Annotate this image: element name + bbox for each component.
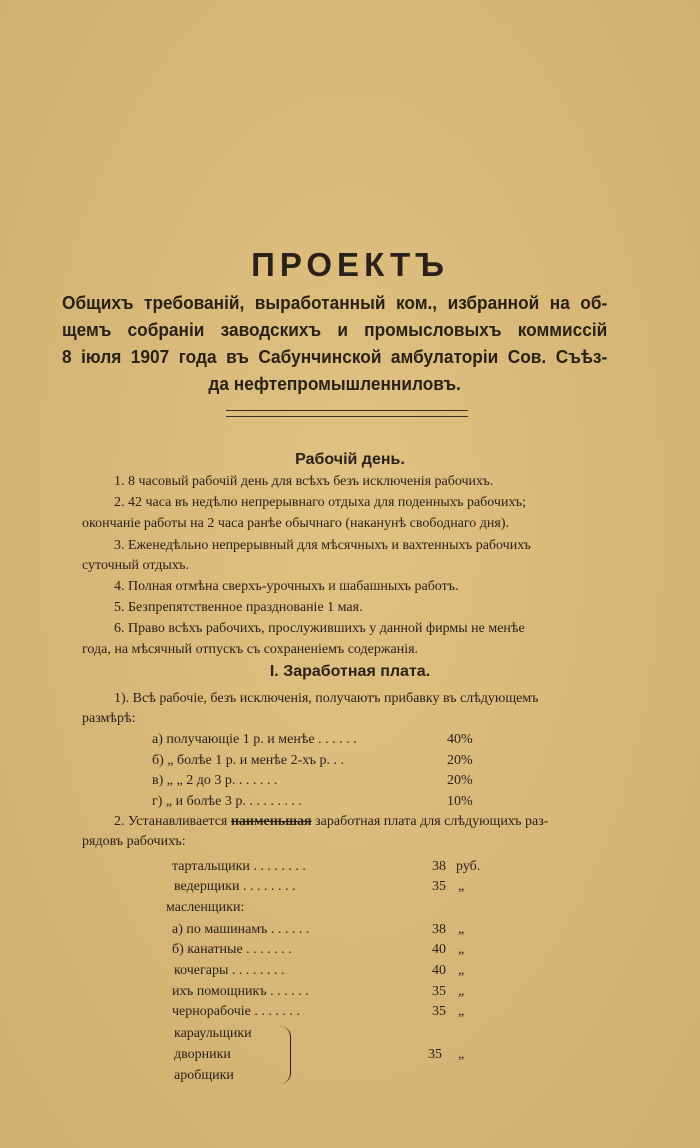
- raise-row-value: 20%: [447, 753, 473, 768]
- subtitle-line: 8 iюля 1907 года въ Сабунчинской амбулаторiи Сов. Съѣз-: [62, 347, 608, 367]
- wage-row-value: 38: [432, 859, 446, 874]
- wage-row-value: 35: [432, 984, 446, 999]
- group-item: аробщики: [174, 1068, 234, 1083]
- wages-para2-text-c: заработная плата для слѣдующихъ раз-: [315, 814, 549, 829]
- wage-row-unit: руб.: [456, 859, 481, 874]
- group-item: караульщики: [174, 1026, 252, 1041]
- workday-item-3: 3. Еженедѣльно непрерывный для мѣсячныхъ и вахтенныхъ рабочихъ: [114, 538, 531, 553]
- section-heading-workday: Рабочiй день.: [295, 451, 405, 468]
- wage-row-label: ведерщики . . . . . . . .: [174, 879, 296, 894]
- wage-row-label: а) по машинамъ . . . . . .: [172, 922, 310, 937]
- document-subtitle: [62, 290, 607, 398]
- raise-row-value: 40%: [447, 732, 473, 747]
- wage-row-value: 40: [432, 963, 446, 978]
- section-heading-wages: I. Заработная плата.: [269, 663, 431, 680]
- raise-row-value: 10%: [447, 794, 473, 809]
- wage-row-label: ихъ помощникъ . . . . . .: [172, 984, 309, 999]
- workday-item-5: 5. Безпрепятственное празднованiе 1 мая.: [114, 600, 363, 615]
- subtitle-line: Общихъ требованiй, выработанный ком., избранной на об-: [62, 293, 608, 313]
- wage-row-label: чернорабочiе . . . . . . .: [172, 1004, 300, 1019]
- group-value: 35: [428, 1047, 442, 1062]
- group-brace: [280, 1026, 291, 1084]
- wage-row-unit: „: [458, 922, 465, 937]
- wage-row-unit: „: [458, 984, 465, 999]
- group-unit: „: [458, 1047, 465, 1062]
- wage-row-unit: „: [458, 879, 465, 894]
- title-divider: [226, 410, 468, 417]
- wages-para1-line1: 1). Всѣ рабочiе, безъ исключенiя, получаютъ прибавку въ слѣдующемъ: [114, 691, 539, 706]
- wage-row-unit: „: [458, 942, 465, 957]
- workday-item-4: 4. Полная отмѣна сверхъ-урочныхъ и шабашныхъ работъ.: [114, 579, 459, 594]
- workday-item-6-cont: года, на мѣсячный отпускъ съ сохраненiемъ содержанiя.: [82, 642, 419, 657]
- wages-para2-struck-word: наименьшая: [230, 814, 312, 829]
- workday-item-3-cont: суточный отдыхъ.: [82, 558, 190, 573]
- wages-para2-line1: [114, 811, 548, 832]
- wage-row-value: 35: [432, 1004, 446, 1019]
- wages-para2-line2: рядовъ рабочихъ:: [82, 834, 186, 849]
- workday-item-2-cont: окончанiе работы на 2 часа ранѣе обычнаго (наканунѣ свободнаго дня).: [82, 516, 510, 531]
- wage-row-unit: „: [458, 963, 465, 978]
- raise-row-label: а) получающiе 1 р. и менѣе . . . . . .: [152, 732, 357, 747]
- wage-row-unit: „: [458, 1004, 465, 1019]
- wages-para2-text-a: 2. Устанавливается: [114, 814, 228, 829]
- raise-row-label: в) „ „ 2 до 3 р. . . . . . .: [152, 773, 278, 788]
- subtitle-line: да нефтепромышленниловъ.: [208, 374, 461, 394]
- raise-row-label: б) „ болѣе 1 р. и менѣе 2-хъ р. . .: [152, 753, 344, 768]
- raise-row-label: г) „ и болѣе 3 р. . . . . . . . .: [152, 794, 302, 809]
- wage-row-label: масленщики:: [166, 900, 245, 915]
- wage-row-value: 35: [432, 879, 446, 894]
- raise-row-value: 20%: [447, 773, 473, 788]
- workday-item-6: 6. Право всѣхъ рабочихъ, прослужившихъ у данной фирмы не менѣе: [114, 621, 525, 636]
- wages-para1-line2: размѣрѣ:: [82, 711, 136, 726]
- wage-row-label: б) канатные . . . . . . .: [172, 942, 292, 957]
- workday-item-1: 1. 8 часовый рабочiй день для всѣхъ безъ исключенiя рабочихъ.: [114, 474, 494, 489]
- group-item: дворники: [174, 1047, 231, 1062]
- subtitle-line: щемъ собранiи заводскихъ и промысловыхъ коммиссiй: [62, 320, 608, 340]
- wage-row-value: 40: [432, 942, 446, 957]
- workday-item-2: 2. 42 часа въ недѣлю непрерывнаго отдыха для поденныхъ рабочихъ;: [114, 495, 527, 510]
- wage-row-label: тартальщики . . . . . . . .: [172, 859, 306, 874]
- wage-row-label: кочегары . . . . . . . .: [174, 963, 285, 978]
- document-title: ПРОЕКТЪ: [251, 246, 449, 283]
- wage-row-value: 38: [432, 922, 446, 937]
